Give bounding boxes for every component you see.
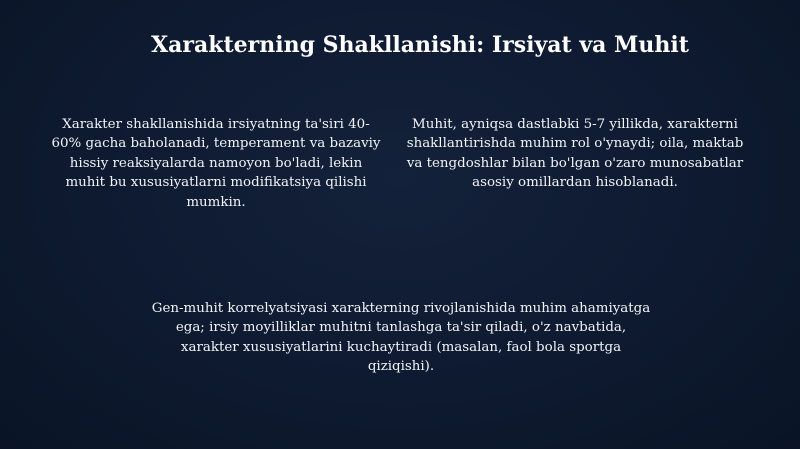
correlation-paragraph: Gen-muhit korrelyatsiyasi xarakterning rivojlanishida muhim ahamiyatga ega; irsiy moyilliklar muhitni tanlashga ta'sir qiladi, o'z navbatida, xarakter xususiyatlarini kuchaytiradi (masalan, faol bola sportga qiziqishi).: [151, 301, 651, 375]
heredity-paragraph: Xarakter shakllanishida irsiyatning ta'siri 40-60% gacha baholanadi, temperament va bazaviy hissiy reaksiyalarda namoyon bo'ladi, lekin muhit bu xususiyatlarni modifikatsiya qilishi mumkin.: [51, 117, 381, 210]
slide-title: Xarakterning Shakllanishi: Irsiyat va Muhit: [151, 32, 689, 58]
environment-paragraph: Muhit, ayniqsa dastlabki 5-7 yillikda, xarakterni shakllantirishda muhim rol o'ynaydi; oila, maktab va tengdoshlar bilan bo'lgan o'zaro munosabatlar asosiy omillardan hisoblanadi.: [406, 117, 744, 191]
